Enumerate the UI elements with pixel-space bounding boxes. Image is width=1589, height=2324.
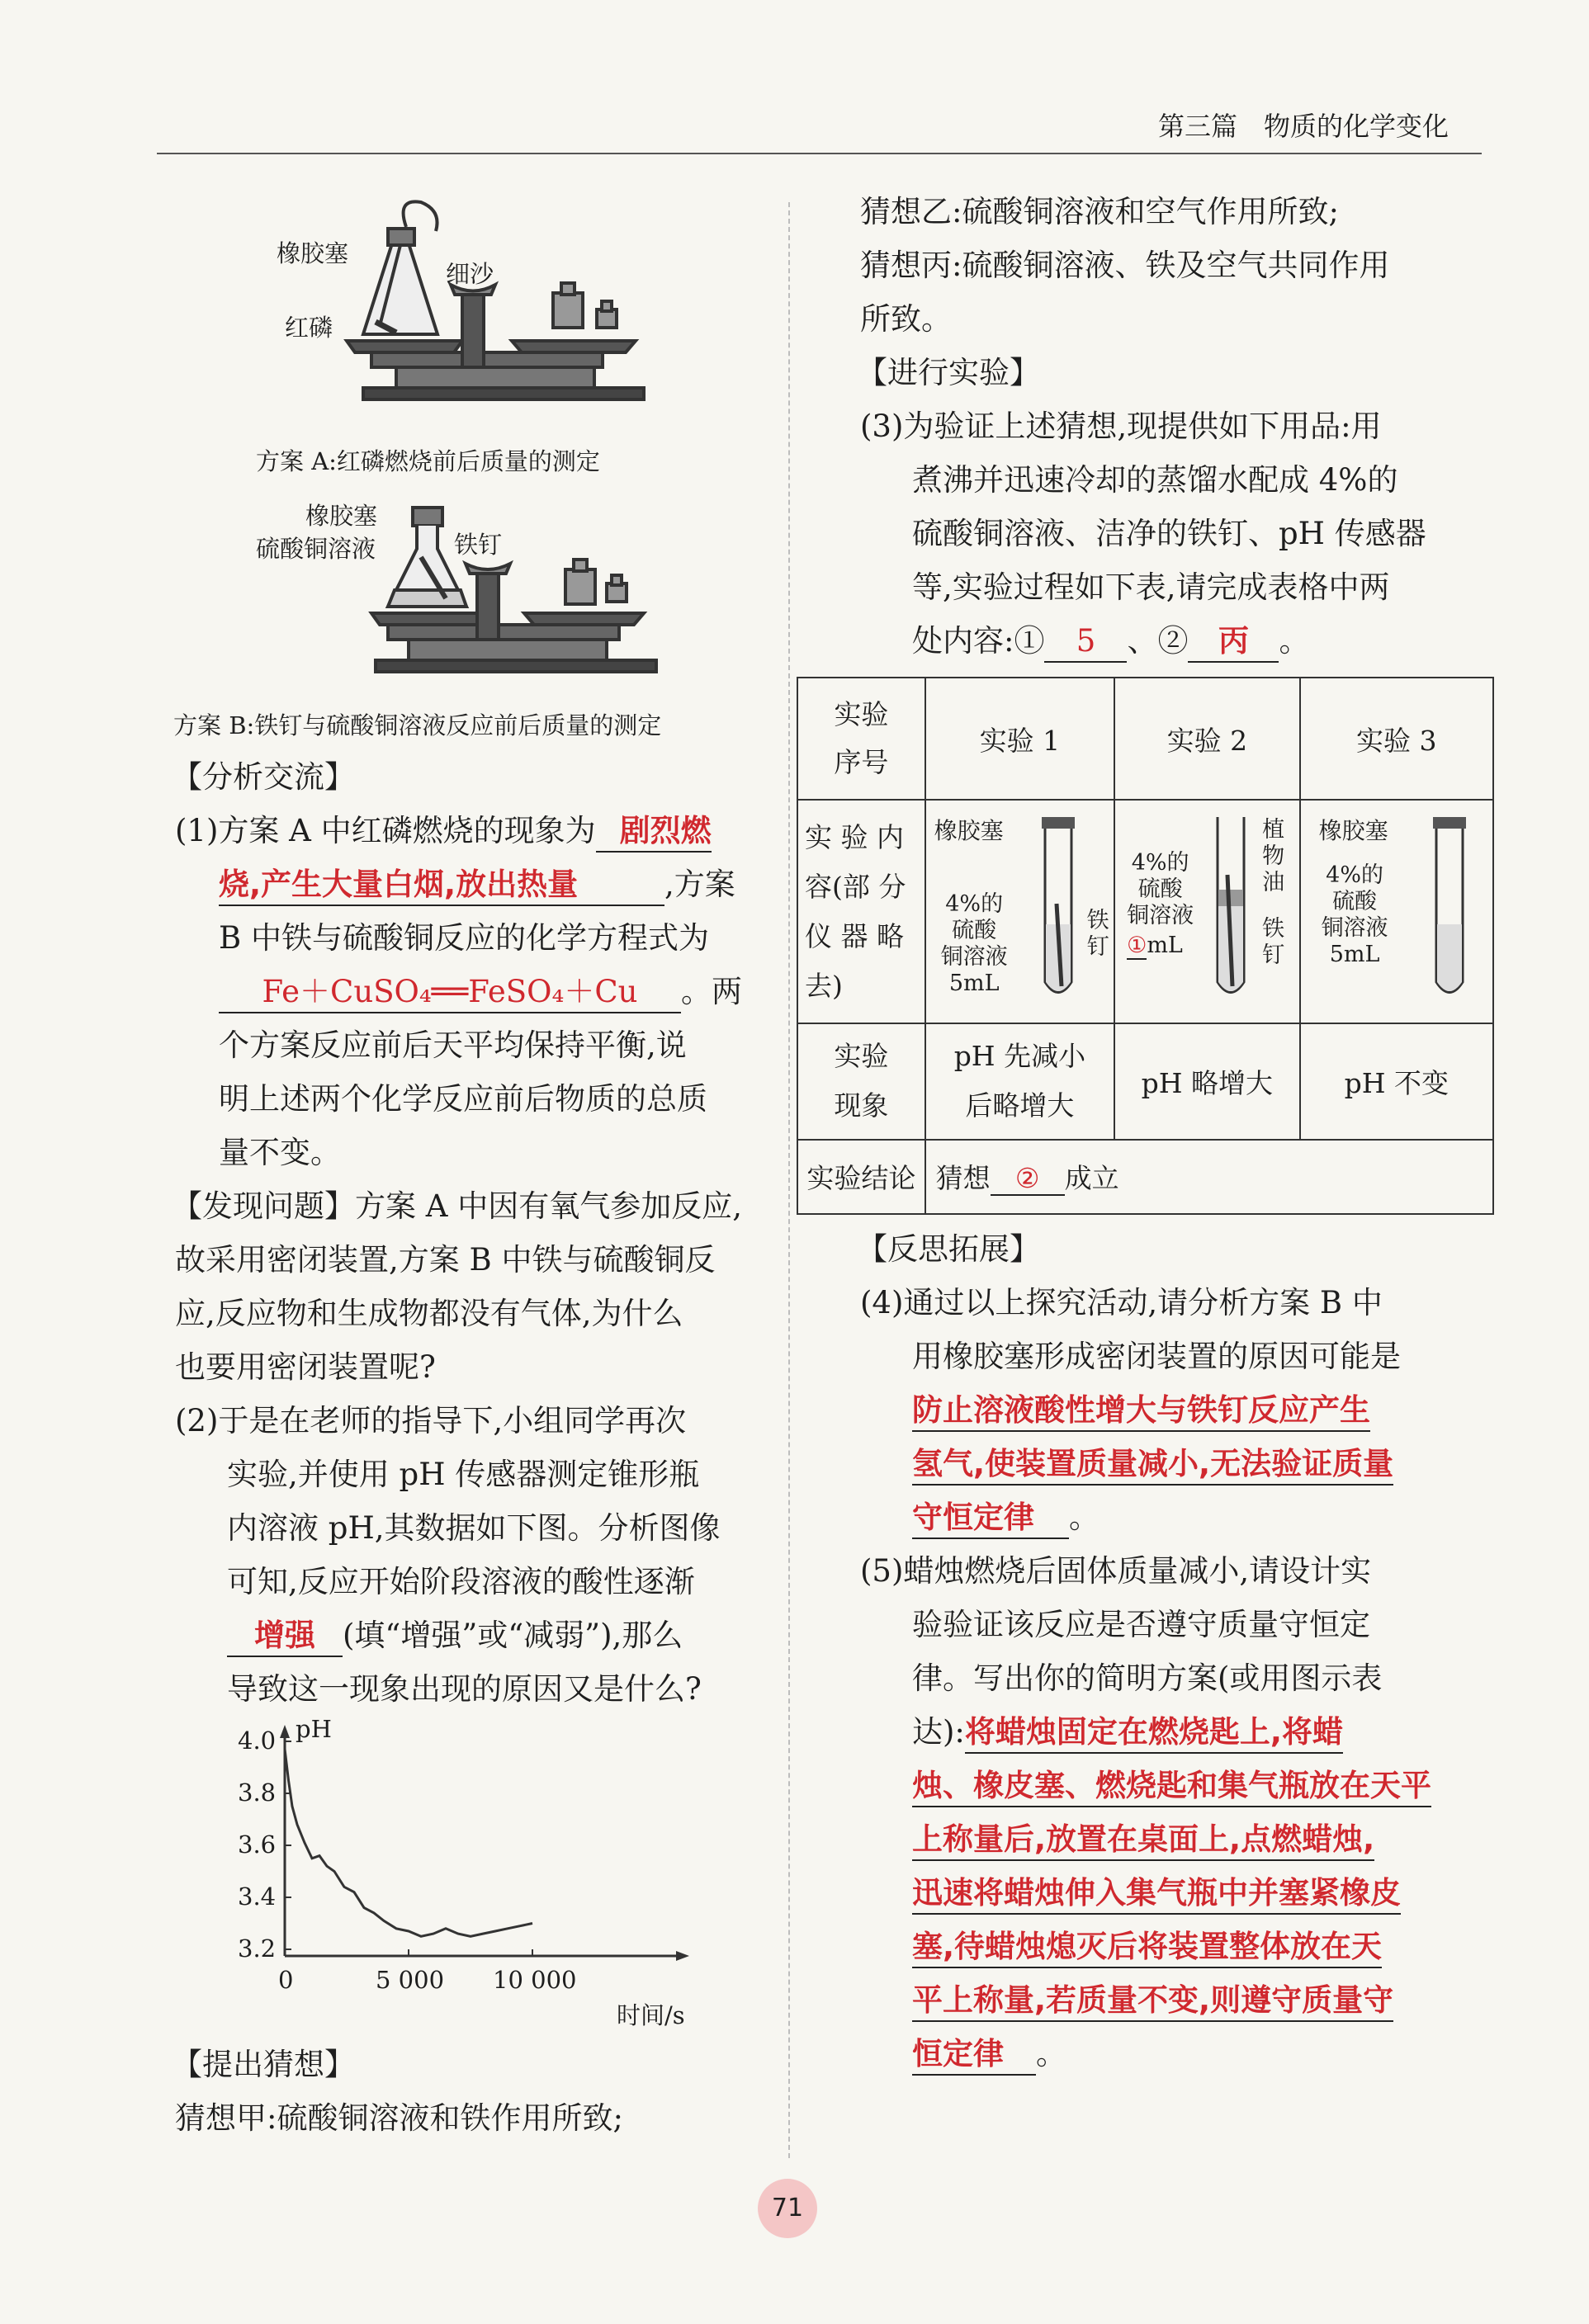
column-divider <box>788 202 790 2158</box>
fig-b-label-nail: 铁钉 <box>454 531 503 559</box>
q5-answer-line6: 平上称量,若质量不变,则遵守质量守 <box>912 1974 1393 2027</box>
q1-line3: B 中铁与硫酸铜反应的化学方程式为 <box>219 920 709 956</box>
q2-answer: 增强 <box>254 1618 315 1653</box>
q1-line6: 明上述两个化学反应前后物质的总质 <box>219 1081 707 1117</box>
table-cell-exp3-apparatus <box>1300 800 1493 1023</box>
figure-a-balance <box>347 194 660 417</box>
q4-line1: (4)通过以上探究活动,请分析方案 B 中 <box>860 1285 1383 1320</box>
chart-y-tick-label: 3.8 <box>238 1778 277 1807</box>
exp2-tube-icon <box>1206 817 1256 1007</box>
chart-x-tick-label: 0 <box>278 1966 294 1994</box>
hypothesis-jia: 猜想甲:硫酸铜溶液和铁作用所致; <box>175 2100 623 2136</box>
q1-answer-part1: 剧烈燃 <box>619 813 712 848</box>
table-cell-exp2-result: pH 略增大 <box>1114 1023 1299 1139</box>
chart-x-axis-arrow <box>676 1951 689 1961</box>
chart-y-axis-arrow <box>280 1725 290 1738</box>
exp2-label-oil: 植 物 油 <box>1262 817 1285 896</box>
chart-x-tick-label: 10 000 <box>493 1966 577 1994</box>
fig-a-label-stopper: 橡胶塞 <box>277 239 349 267</box>
q1-line4: Fe＋CuSO₄══FeSO₄＋Cu 。两 <box>219 966 742 1018</box>
experiment-heading: 【进行实验】 <box>857 355 1040 390</box>
figure-b-balance <box>355 508 669 693</box>
problem-line1: 【发现问题】方案 A 中因有氧气参加反应, <box>172 1188 743 1224</box>
table-cell-exp2-apparatus <box>1114 800 1299 1023</box>
q5-line4: 达):将蜡烛固定在燃烧匙上,将蜡 <box>912 1706 1343 1759</box>
table-row-content-head: 实 验 内 容(部 分 仪 器 略 去) <box>797 800 925 1023</box>
q1-line5: 个方案反应前后天平均保持平衡,说 <box>219 1027 687 1063</box>
problem-line3: 应,反应物和生成物都没有气体,为什么 <box>175 1296 683 1331</box>
chart-xlabel: 时间/s <box>617 2001 685 2029</box>
fig-b-caption: 方案 B:铁钉与硫酸铜溶液反应前后质量的测定 <box>173 711 662 739</box>
exp3-tube-icon <box>1425 817 1474 1007</box>
q2-line4: 可知,反应开始阶段溶液的酸性逐渐 <box>227 1564 695 1599</box>
chart-y-tick-label: 3.4 <box>238 1882 277 1911</box>
table-cell-exp1-apparatus <box>925 800 1114 1023</box>
hypothesis-bing-1: 猜想丙:硫酸铜溶液、铁及空气共同作用 <box>860 248 1390 283</box>
q2-line2: 实验,并使用 pH 传感器测定锥形瓶 <box>227 1457 700 1492</box>
q1-answer-part2: 烧,产生大量白烟,放出热量 <box>219 867 579 902</box>
q3-answer-2: 丙 <box>1218 623 1249 659</box>
table-header-exp2: 实验 2 <box>1114 678 1299 800</box>
hypothesis-yi: 猜想乙:硫酸铜溶液和空气作用所致; <box>860 194 1339 229</box>
q4-answer-line2: 氢气,使装置质量减小,无法验证质量 <box>912 1438 1393 1490</box>
exp2-label-solution: 4%的 硫酸 铜溶液 <box>1127 850 1194 929</box>
q5-answer-line1: 将蜡烛固定在燃烧匙上,将蜡 <box>964 1714 1343 1750</box>
chart-y-tick-label: 3.6 <box>238 1830 277 1859</box>
chart-ylabel: pH <box>296 1715 332 1743</box>
table-cell-exp3-result: pH 不变 <box>1300 1023 1493 1139</box>
fig-a-label-sand: 细沙 <box>446 260 494 288</box>
analysis-heading: 【分析交流】 <box>172 759 355 795</box>
q5-line2: 验验证该反应是否遵守质量守恒定 <box>912 1607 1370 1642</box>
q5-line3: 律。写出你的简明方案(或用图示表 <box>912 1660 1383 1696</box>
q3-answer-1: 5 <box>1076 623 1096 659</box>
chart-series-ph <box>285 1749 532 1936</box>
fig-a-label-phosphorus: 红磷 <box>285 314 333 342</box>
table-header-exp1: 实验 1 <box>925 678 1114 800</box>
q5-answer-line4: 迅速将蜡烛伸入集气瓶中并塞紧橡皮 <box>912 1867 1401 1920</box>
q3-line3: 硫酸铜溶液、洁净的铁钉、pH 传感器 <box>912 516 1426 551</box>
q1-line7: 量不变。 <box>219 1135 341 1170</box>
q5-answer-line2: 烛、橡皮塞、燃烧匙和集气瓶放在天平 <box>912 1760 1431 1812</box>
fig-b-label-stopper: 橡胶塞 <box>305 502 378 530</box>
q3-line1: (3)为验证上述猜想,现提供如下用品:用 <box>860 409 1382 444</box>
q2-line3: 内溶液 pH,其数据如下图。分析图像 <box>227 1510 721 1546</box>
q4-answer-line1: 防止溶液酸性增大与铁钉反应产生 <box>912 1384 1370 1437</box>
q3-line2: 煮沸并迅速冷却的蒸馏水配成 4%的 <box>912 462 1398 498</box>
exp1-tube-icon <box>1033 817 1083 1007</box>
exp2-volume-blank: ① <box>1127 933 1147 959</box>
exp1-label-solution: 4%的 硫酸 铜溶液 5mL <box>940 891 1008 997</box>
hypothesis-heading: 【提出猜想】 <box>172 2047 355 2082</box>
exp1-label-nail: 铁 钉 <box>1086 908 1109 961</box>
table-row-conclusion-head: 实验结论 <box>797 1140 925 1214</box>
chart-y-tick-label: 3.2 <box>238 1934 277 1963</box>
table-header-seq: 实验 序号 <box>797 678 925 800</box>
exp2-label-volume: ①mL <box>1127 933 1183 959</box>
q5-answer-line3: 上称量后,放置在桌面上,点燃蜡烛, <box>912 1813 1374 1866</box>
q1-equation: Fe＋CuSO₄══FeSO₄＋Cu <box>262 974 638 1009</box>
table-header-exp3: 实验 3 <box>1300 678 1493 800</box>
table-cell-conclusion: 猜想 ② 成立 <box>925 1140 1493 1214</box>
q2-line1: (2)于是在老师的指导下,小组同学再次 <box>175 1403 687 1438</box>
q3-line5: 处内容:① 5 、② 丙 。 <box>912 615 1309 668</box>
q2-line5: 增强 (填“增强”或“减弱”),那么 <box>227 1609 683 1662</box>
chart-x-tick-label: 5 000 <box>376 1966 445 1994</box>
problem-line2: 故采用密闭装置,方案 B 中铁与硫酸铜反 <box>175 1242 716 1278</box>
reflect-heading: 【反思拓展】 <box>857 1231 1040 1267</box>
table-row-phenomenon-head: 实验 现象 <box>797 1023 925 1139</box>
experiment-table <box>797 677 1494 1215</box>
q4-answer-line3: 守恒定律 。 <box>912 1491 1100 1544</box>
q5-answer-line7: 恒定律 。 <box>912 2028 1066 2081</box>
q1-line1: (1)方案 A 中红磷燃烧的现象为 剧烈燃 <box>175 805 712 857</box>
hypothesis-bing-2: 所致。 <box>860 301 952 337</box>
fig-b-label-solution: 硫酸铜溶液 <box>256 535 376 563</box>
exp3-label-solution: 4%的 硫酸 铜溶液 5mL <box>1321 862 1388 968</box>
problem-line4: 也要用密闭装置呢? <box>175 1349 436 1385</box>
page-header-title: 第三篇 物质的化学变化 <box>1157 111 1449 142</box>
exp1-label-stopper: 橡胶塞 <box>934 817 1004 845</box>
exp2-label-nail: 铁 钉 <box>1262 916 1285 969</box>
exp3-label-stopper: 橡胶塞 <box>1318 817 1388 845</box>
q4-line2: 用橡胶塞形成密闭装置的原因可能是 <box>912 1339 1401 1374</box>
fig-a-caption: 方案 A:红磷燃烧前后质量的测定 <box>256 447 600 475</box>
q1-line2: 烧,产生大量白烟,放出热量 ,方案 <box>219 858 735 911</box>
table-cell-exp1-result: pH 先减小 后略增大 <box>925 1023 1114 1139</box>
q5-answer-line5: 塞,待蜡烛熄灭后将装置整体放在天 <box>912 1920 1382 1973</box>
page-number: 71 <box>758 2179 817 2238</box>
q3-line4: 等,实验过程如下表,请完成表格中两 <box>912 569 1390 605</box>
q2-line6: 导致这一现象出现的原因又是什么? <box>227 1671 702 1707</box>
conclusion-answer: ② <box>1014 1162 1040 1195</box>
chart-y-tick-label: 4.0 <box>238 1726 277 1755</box>
header-rule <box>157 153 1482 154</box>
q5-line1: (5)蜡烛燃烧后固体质量减小,请设计实 <box>860 1553 1372 1589</box>
